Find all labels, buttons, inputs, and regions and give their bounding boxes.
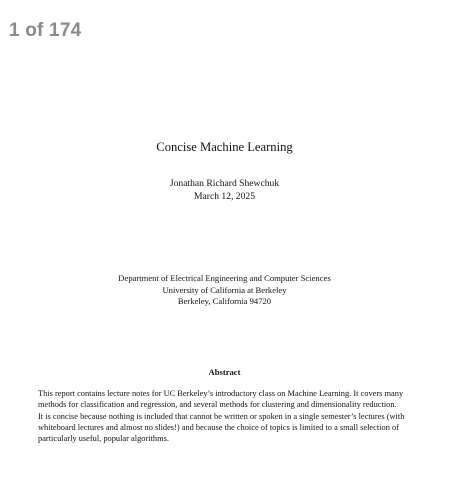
document-title: Concise Machine Learning xyxy=(156,140,293,154)
page-indicator: 1 of 174 xyxy=(9,20,82,41)
document-date: March 12, 2025 xyxy=(193,191,255,202)
abstract-line: This report contains lecture notes for UC Berkeley’s introductory class on Machine Learning. It covers many xyxy=(38,389,404,398)
abstract-line: particularly useful, popular algorithms. xyxy=(38,434,169,444)
affiliation-university: University of California at Berkeley xyxy=(162,284,287,295)
author-name: Jonathan Richard Shewchuk xyxy=(169,178,280,189)
abstract-heading: Abstract xyxy=(208,367,241,377)
abstract-body xyxy=(38,388,418,444)
abstract-line: methods for classification and regression, and several methods for clustering and dimensionality reduction. xyxy=(38,400,397,410)
affiliation-address: Berkeley, California 94720 xyxy=(177,296,272,307)
abstract-line: It is concise because nothing is included that cannot be written or spoken in a single semester’s lectures (with xyxy=(38,411,405,421)
affiliation-department: Department of Electrical Engineering and Computer Sciences xyxy=(118,273,331,283)
abstract-line: whiteboard lectures and almost no slides!) and because the choice of topics is limited to a small selection of xyxy=(38,422,399,432)
affiliation-block xyxy=(0,273,449,308)
